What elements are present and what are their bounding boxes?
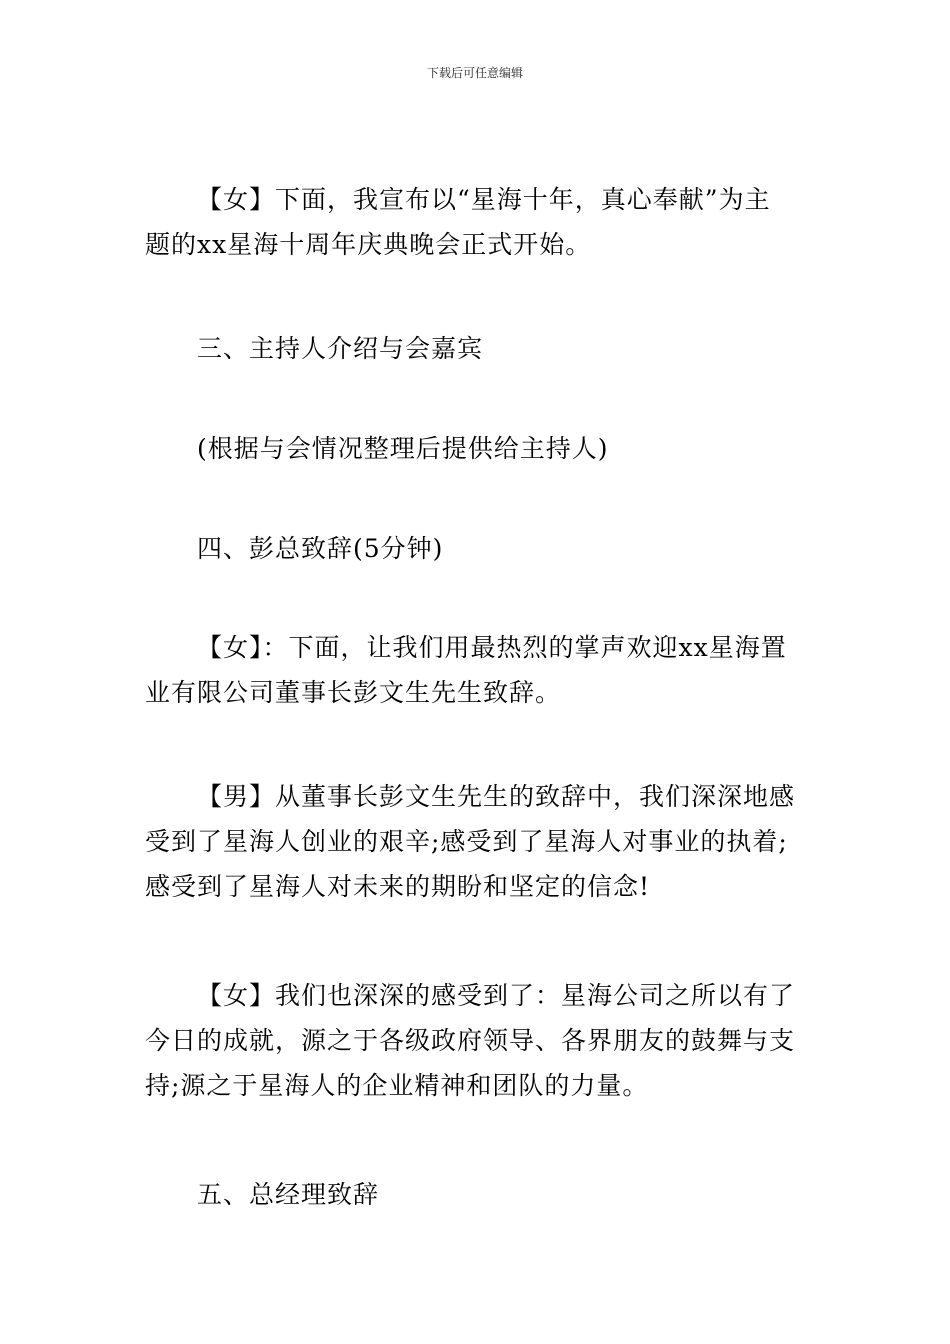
text-line: 四、彭总致辞(5分钟)	[197, 534, 444, 563]
section-heading-5	[197, 1172, 379, 1217]
text-line: 五、总经理致辞	[197, 1180, 380, 1209]
text-line: 受到了星海人创业的艰辛;感受到了星海人对事业的执着;	[145, 827, 788, 856]
text-line: 【男】从董事长彭文生先生的致辞中，我们深深地感	[197, 782, 796, 811]
text-line: 【女】我们也深深的感受到了：星海公司之所以有了	[197, 981, 796, 1010]
text-line: (根据与会情况整理后提供给主持人)	[197, 434, 609, 463]
section-heading-4	[197, 526, 443, 571]
paragraph-invite	[145, 625, 825, 715]
text-line: 【女】：下面，让我们用最热烈的掌声欢迎xx星海置	[197, 633, 787, 662]
paragraph-male	[145, 774, 825, 909]
paragraph-opening	[145, 177, 825, 267]
section-heading-3	[197, 326, 483, 371]
text-line: 三、主持人介绍与会嘉宾	[197, 334, 484, 363]
text-line: 【女】下面，我宣布以“星海十年，真心奉献”为主	[197, 185, 771, 214]
text-line: 题的xx星海十周年庆典晚会正式开始。	[145, 230, 592, 259]
note-paragraph	[197, 426, 609, 471]
paragraph-female-response	[145, 973, 825, 1108]
page-header: 下载后可任意编辑	[426, 66, 523, 80]
text-line: 持;源之于星海人的企业精神和团队的力量。	[145, 1071, 649, 1100]
text-line: 感受到了星海人对未来的期盼和坚定的信念!	[145, 872, 651, 901]
text-line: 今日的成就，源之于各级政府领导、各界朋友的鼓舞与支	[145, 1026, 796, 1055]
text-line: 业有限公司董事长彭文生先生致辞。	[145, 678, 562, 707]
